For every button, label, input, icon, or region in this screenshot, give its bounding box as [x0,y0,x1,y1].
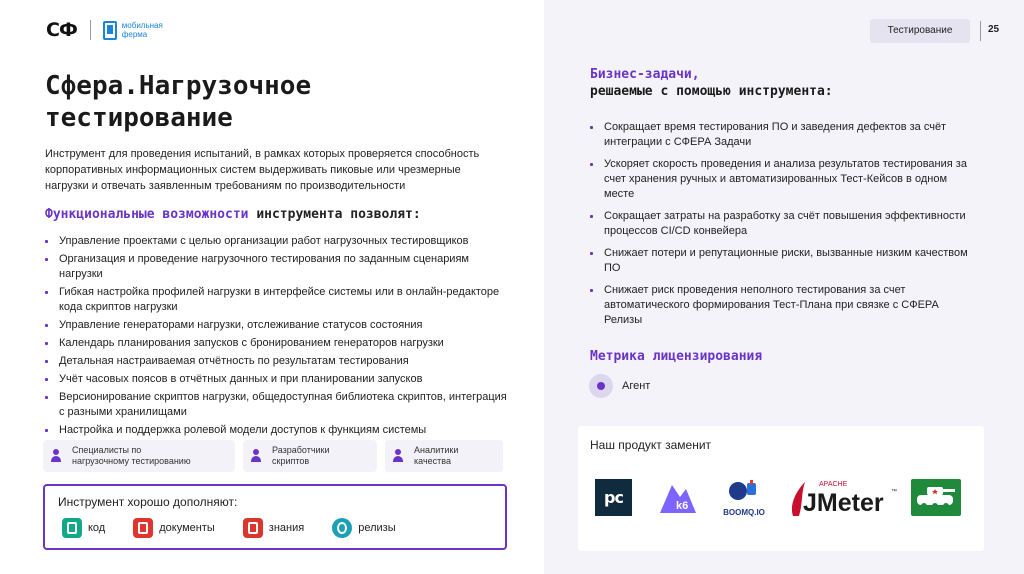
complement-box [43,484,507,550]
code-icon [62,518,82,538]
list-item: Ускоряет скорость проведения и анализа результатов тестирования за счет хранения ручных и автоматизированных Тест-Кейсов в одном месте [590,157,975,202]
functions-heading [45,206,455,223]
boomq-text: BOOMQ.IO [723,508,765,517]
jmeter-small: APACHE [819,481,848,488]
list-item: Версионирование скриптов нагрузки, общедоступная библиотека скриптов, интеграция с разными хранилищами [45,390,515,420]
list-item: Управление проектами с целью организации работ нагрузочных тестировщиков [45,234,515,249]
replaces-title: Наш продукт заменит [590,438,712,452]
list-item: Календарь планирования запусков с бронированием генераторов нагрузки [45,336,515,351]
functions-heading-rest: инструмента позволят: [248,207,421,222]
list-item: Снижает риск проведения неполного тестирования за счет автоматического формирования Тест-Плана при связке с СФЕРА Релизы [590,283,975,328]
metric-heading: Метрика лицензирования [590,349,763,364]
replaces-card [578,426,984,551]
tool-label: знания [268,522,305,534]
list-item: Организация и проведение нагрузочного тестирования по заданным сценариям нагрузки [45,252,515,282]
product-pc-logo: pc [595,479,632,516]
business-heading [590,66,970,100]
page-divider [980,21,981,41]
page-title: Сфера.Нагрузочное тестирование [45,71,312,133]
list-item: Управление генераторами нагрузки, отслеживание статусов состояния [45,318,515,333]
knowledge-icon [243,518,263,538]
role-card [43,440,235,472]
phone-icon [103,21,117,40]
list-item: Гибкая настройка профилей нагрузки в интерфейсе системы или в онлайн-редакторе кода скриптов нагрузки [45,285,515,315]
jmeter-main: JMeter [803,489,884,517]
tool-releases[interactable] [332,518,395,538]
role-line2: качества [414,456,451,466]
roles-row [43,440,503,472]
role-line1: Аналитики [414,445,459,455]
business-list [590,120,975,335]
page-number: 25 [988,24,1000,35]
role-card [385,440,503,472]
list-item: Детальная настраиваемая отчётность по результатам тестирования [45,354,515,369]
role-line1: Разработчики [272,445,330,455]
functions-list [45,234,515,441]
tool-documents[interactable] [133,518,215,538]
jmeter-tm: ™ [891,489,897,495]
tool-label: документы [159,522,215,534]
business-heading-rest: решаемые с помощью инструмента: [590,84,833,99]
product-boomq-logo [719,477,769,519]
logo-divider [90,20,91,40]
releases-icon [332,518,352,538]
logo [46,19,163,41]
functions-heading-accent: Функциональные возможности [45,207,249,222]
role-line1: Специалисты по [72,445,142,455]
product-k6-logo [658,479,698,515]
role-line2: скриптов [272,456,310,466]
mf-line2: ферма [121,30,148,39]
tool-code[interactable] [62,518,105,538]
user-icon [391,449,405,463]
list-item: Сокращает время тестирования ПО и заведения дефектов за счёт интеграции с СФЕРА Задачи [590,120,975,150]
list-item: Сокращает затраты на разработку за счёт повышения эффективности процессов CI/CD конвейера [590,209,975,239]
list-item: Настройка и поддержка ролевой модели доступов к функциям системы [45,423,515,438]
tools-row [62,518,424,538]
list-item: Учёт часовых поясов в отчётных данных и при планировании запусков [45,372,515,387]
intro-text: Инструмент для проведения испытаний, в рамках которых проверяется способность корпоративных информационных систем выдерживать пиковые или чрезмерные нагрузки и отвечать заявленным требованиям по производительности [45,148,480,192]
user-icon [249,449,263,463]
business-heading-accent: Бизнес-задачи, [590,67,700,82]
product-tank-logo [911,479,961,516]
metric-item [589,374,650,398]
mf-line1: мобильная [121,21,163,30]
tool-label: релизы [358,522,396,534]
k6-text: k6 [676,500,689,512]
product-jmeter-logo [783,476,903,520]
list-item: Снижает потери и репутационные риски, вызванные низким качеством ПО [590,246,975,276]
user-icon [49,449,63,463]
tool-label: код [88,522,106,534]
role-card [243,440,377,472]
section-badge: Тестирование [870,19,970,43]
sf-logo: СФ [46,19,77,41]
agent-icon [589,374,613,398]
tool-knowledge[interactable] [243,518,304,538]
agent-label: Агент [622,380,651,392]
mobile-farm-logo [103,21,163,40]
role-line2: нагрузочному тестированию [72,456,191,466]
complement-title: Инструмент хорошо дополняют: [58,495,238,509]
documents-icon [133,518,153,538]
